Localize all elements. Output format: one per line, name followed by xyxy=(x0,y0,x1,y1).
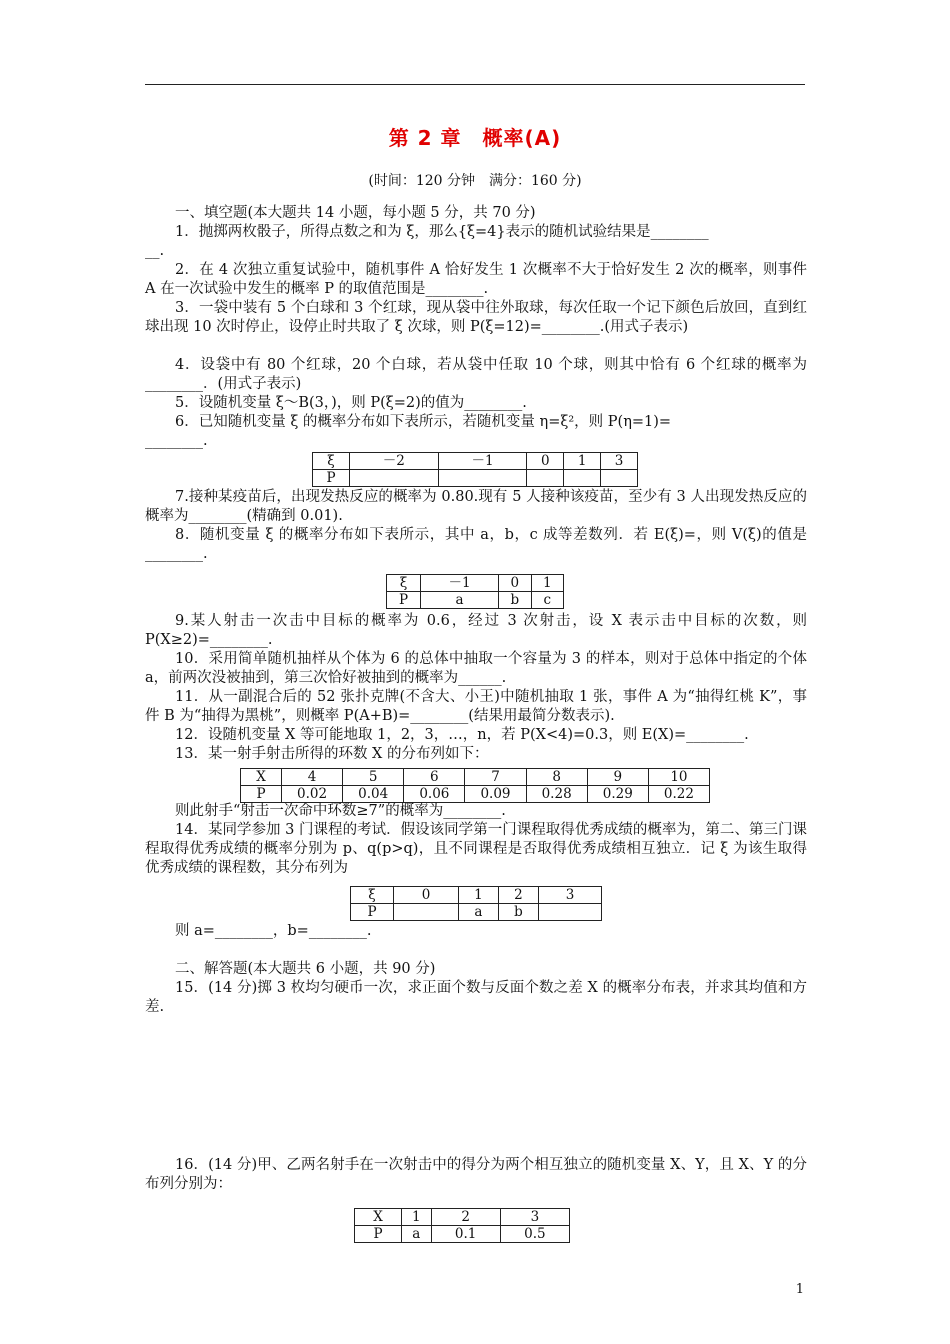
table-row: ξ 0 1 2 3 xyxy=(351,887,602,904)
question-3: 3．一袋中装有 5 个白球和 3 个红球，现从袋中往外取球，每次任取一个记下颜色后放回，直到红球出现 10 次时停止，设停止时共取了 ξ 次球，则 P(ξ=12)=________.(用式子表示) xyxy=(145,300,807,335)
page-title: 第 2 章 概率(A) xyxy=(388,126,562,150)
question-11: 11．从一副混合后的 52 张扑克牌(不含大、小王)中随机抽取 1 张，事件 A 为“抽得红桃 K”，事件 B 为“抽得为黑桃”，则概率 P(A+B)=________(结果用最简分数表示). xyxy=(145,689,807,724)
exam-info: (时间：120 分钟 满分：160 分) xyxy=(368,173,582,189)
header-rule xyxy=(145,84,805,85)
question-2: 2．在 4 次独立重复试验中，随机事件 A 恰好发生 1 次概率不大于恰好发生 2 次的概率，则事件 A 在一次试验中发生的概率 P 的取值范围是________. xyxy=(145,262,807,297)
question-1: 1．抛掷两枚骰子，所得点数之和为 ξ，那么{ξ=4}表示的随机试验结果是________ xyxy=(175,224,709,240)
table-row: P a b c xyxy=(387,592,564,609)
section-2-heading: 二、解答题(本大题共 6 小题，共 90 分) xyxy=(175,961,436,977)
question-15: 15．(14 分)掷 3 枚均匀硬币一次，求正面个数与反面个数之差 X 的概率分布表，并求其均值和方差. xyxy=(145,980,807,1015)
table-q16 xyxy=(354,1208,570,1243)
table-row: P a 0.1 0.5 xyxy=(355,1226,570,1243)
question-13: 13．某一射手射击所得的环数 X 的分布列如下： xyxy=(175,746,489,762)
question-4: 4．设袋中有 80 个红球，20 个白球，若从袋中任取 10 个球，则其中恰有 6 个红球的概率为________．(用式子表示) xyxy=(145,357,807,392)
question-6-blank: ________. xyxy=(145,433,208,449)
question-8: 8．随机变量 ξ 的概率分布如下表所示，其中 a，b，c 成等差数列．若 E(ξ)=，则 V(ξ)的值是________. xyxy=(145,527,807,562)
question-9: 9.某人射击一次击中目标的概率为 0.6，经过 3 次射击，设 X 表示击中目标的次数，则 P(X≥2)=________. xyxy=(145,613,807,648)
table-row: P 0.02 0.04 0.06 0.09 0.28 0.29 0.22 xyxy=(241,786,710,803)
question-16: 16．(14 分)甲、乙两名射手在一次射击中的得分为两个相互独立的随机变量 X、Y，且 X、Y 的分布列分别为： xyxy=(145,1157,807,1192)
question-5: 5．设随机变量 ξ～B(3，)，则 P(ξ=2)的值为________. xyxy=(175,395,527,411)
table-q13 xyxy=(240,768,710,803)
question-7: 7.接种某疫苗后，出现发热反应的概率为 0.80.现有 5 人接种该疫苗，至少有 3 人出现发热反应的概率为________(精确到 0.01). xyxy=(145,489,807,524)
question-10: 10．采用简单随机抽样从个体为 6 的总体中抽取一个容量为 3 的样本，则对于总体中指定的个体 a，前两次没被抽到，第三次恰好被抽到的概率为______. xyxy=(145,651,807,686)
table-q6 xyxy=(312,452,638,487)
question-6: 6．已知随机变量 ξ 的概率分布如下表所示，若随机变量 η=ξ²，则 P(η=1)= xyxy=(175,414,672,430)
table-row: ξ －2 －1 0 1 3 xyxy=(313,453,638,470)
table-row: P xyxy=(313,470,638,487)
question-14-answer-line: 则 a=________，b=________. xyxy=(175,923,372,939)
table-q8 xyxy=(386,574,564,609)
question-12: 12．设随机变量 X 等可能地取 1，2，3，…，n，若 P(X<4)=0.3，则 E(X)=________. xyxy=(175,727,749,743)
table-row: P a b xyxy=(351,904,602,921)
table-row: X 4 5 6 7 8 9 10 xyxy=(241,769,710,786)
question-13-answer-line: 则此射手“射击一次命中环数≥7”的概率为________. xyxy=(175,803,506,819)
table-row: X 1 2 3 xyxy=(355,1209,570,1226)
section-1-heading: 一、填空题(本大题共 14 小题，每小题 5 分，共 70 分) xyxy=(175,205,536,221)
table-q14 xyxy=(350,886,602,921)
question-1-blank: __. xyxy=(145,243,165,259)
question-14: 14．某同学参加 3 门课程的考试．假设该同学第一门课程取得优秀成绩的概率为，第二、第三门课程取得优秀成绩的概率分别为 p、q(p>q)，且不同课程是否取得优秀成绩相互独立．记 ξ 为该生取得优秀成绩的课程数，其分布列为 xyxy=(145,822,807,876)
table-row: ξ －1 0 1 xyxy=(387,575,564,592)
page-number: 1 xyxy=(795,1282,804,1297)
